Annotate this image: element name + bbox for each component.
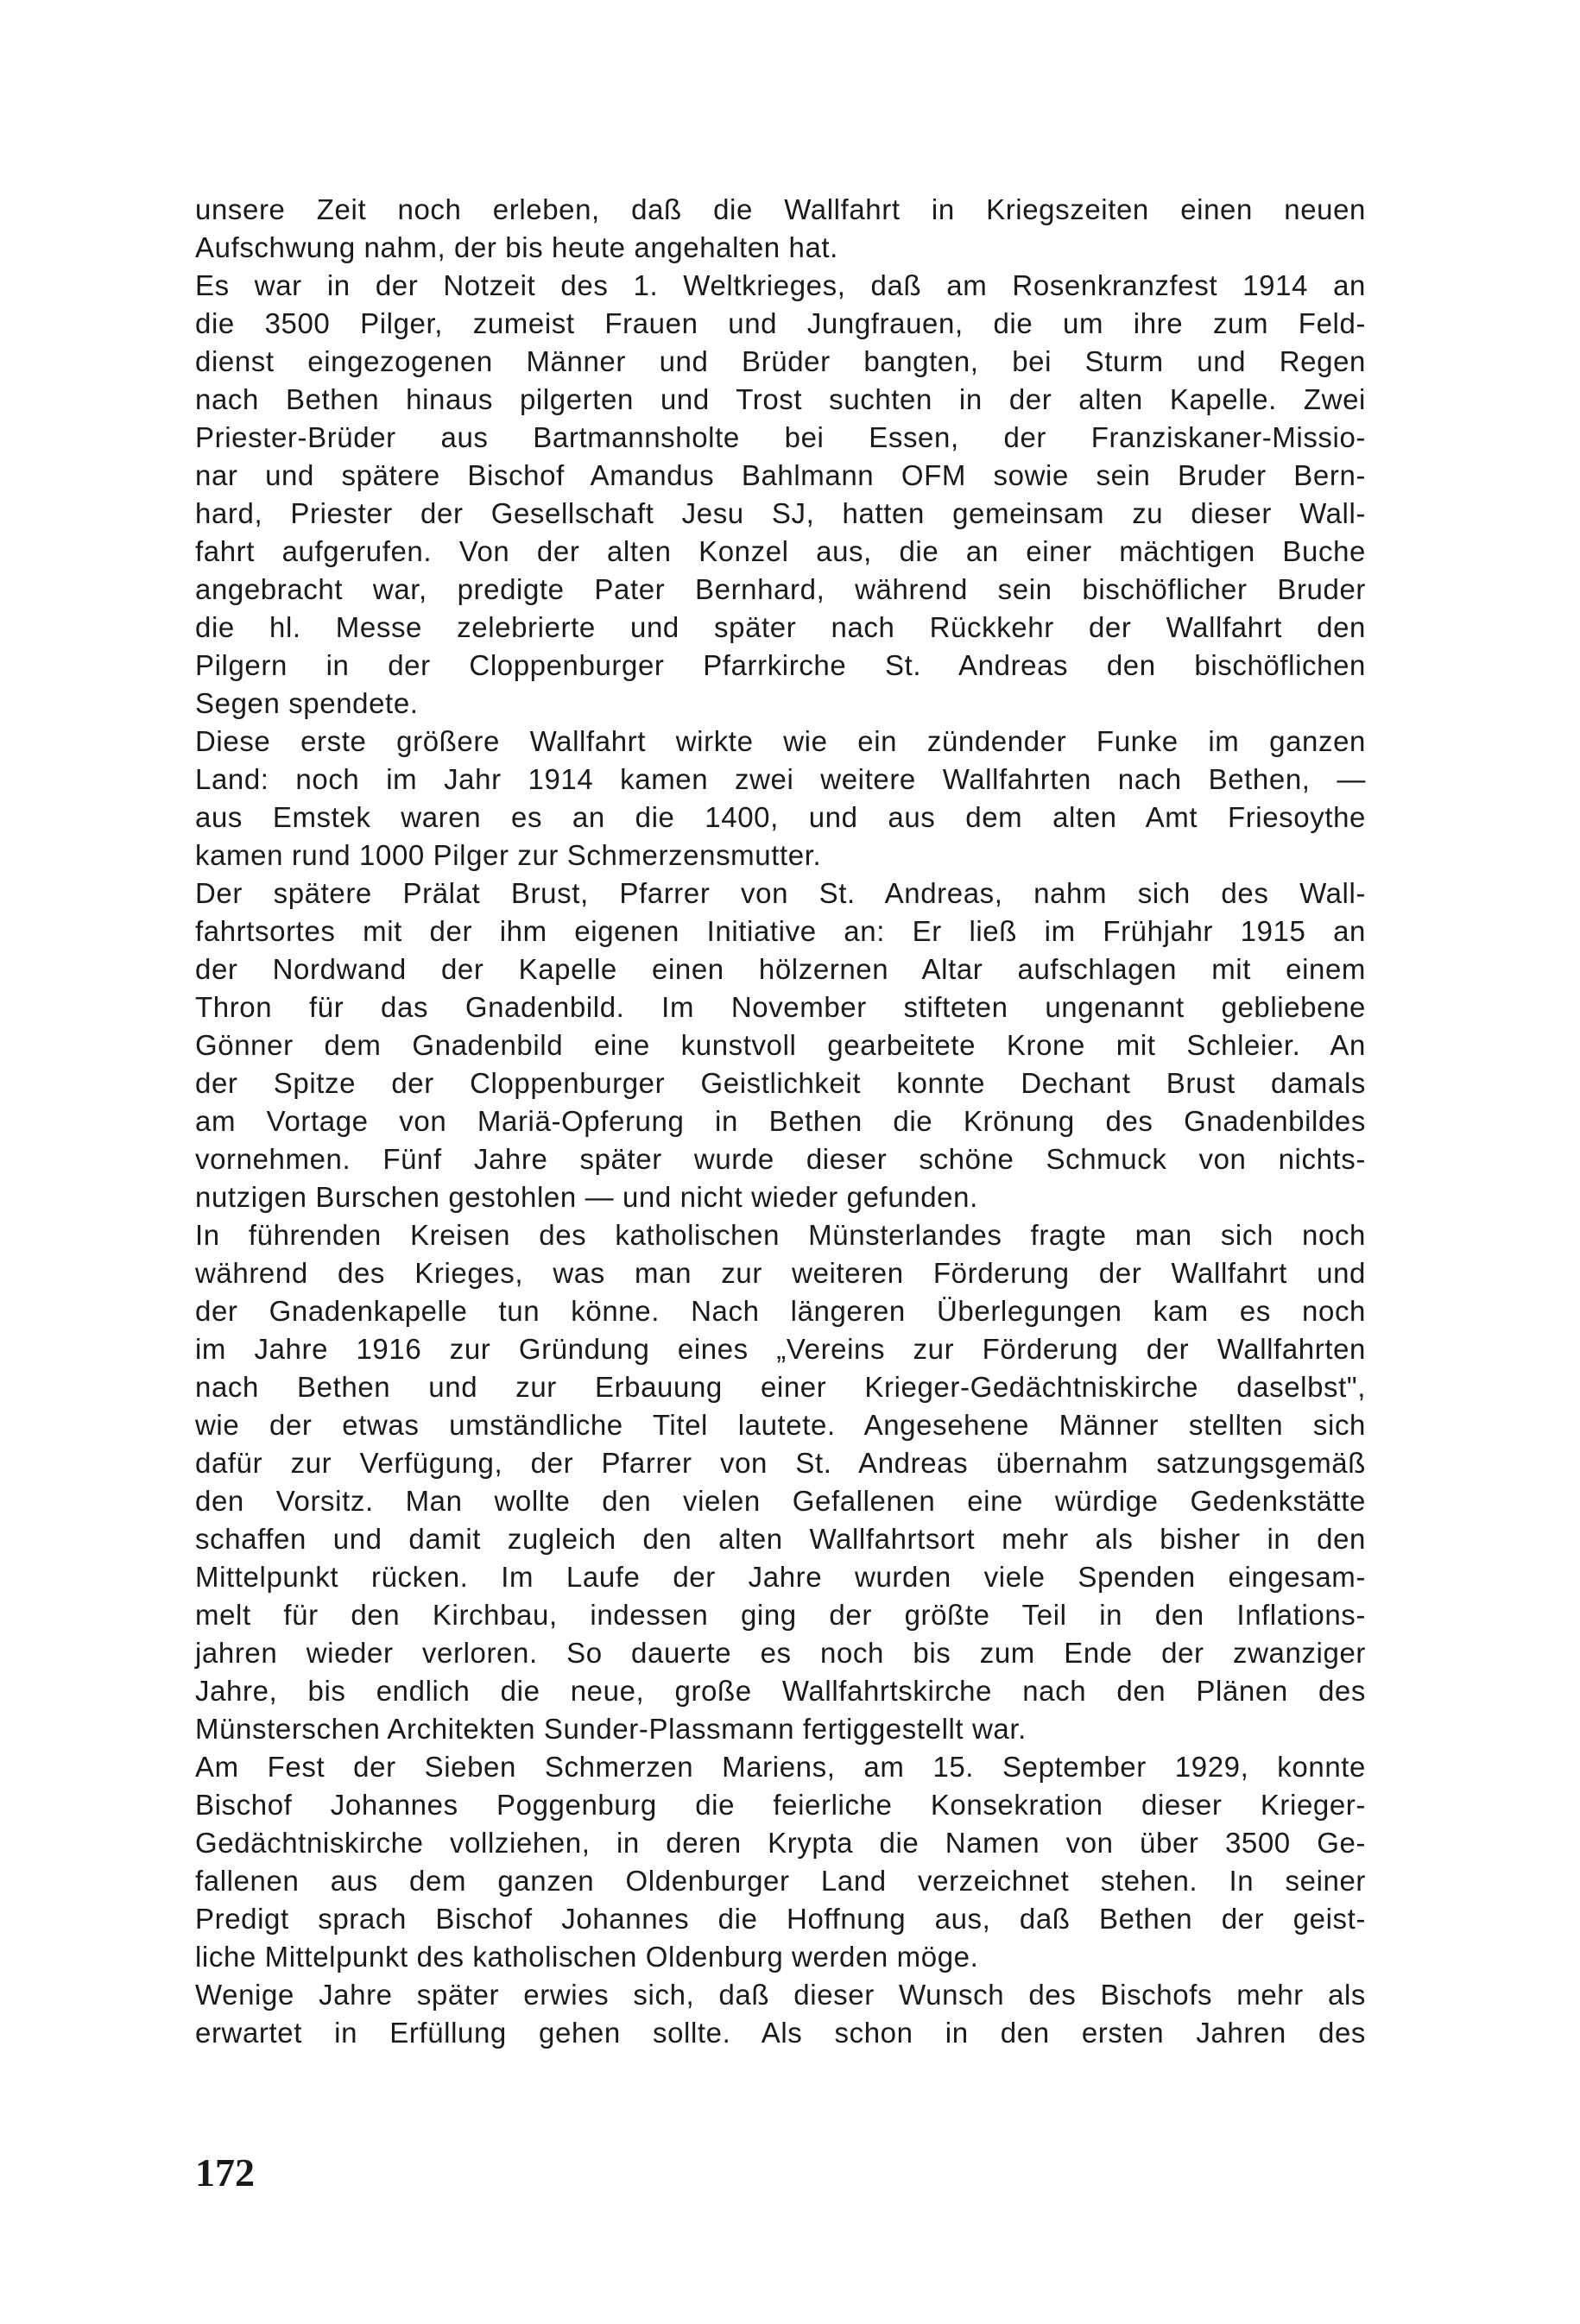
page-number: 172 [195, 2150, 255, 2195]
text-line: Es war in der Notzeit des 1. Weltkrieges, daß am Rosenkranzfest 1914 an [195, 269, 1366, 301]
text-line: die hl. Messe zelebrierte und später nach Rückkehr der Wallfahrt den [195, 611, 1366, 643]
text-line: Aufschwung nahm, der bis heute angehalten hat. [195, 231, 838, 263]
text-line: Gedächtniskirche vollziehen, in deren Krypta die Namen von über 3500 Ge- [195, 1827, 1366, 1859]
paragraph [195, 723, 1366, 875]
text-line: hard, Priester der Gesellschaft Jesu SJ, hatten gemeinsam zu dieser Wall- [195, 497, 1366, 529]
page-body [195, 191, 1366, 2052]
text-line: Der spätere Prälat Brust, Pfarrer von St. Andreas, nahm sich des Wall- [195, 877, 1366, 909]
text-line: wie der etwas umständliche Titel lautete. Angesehene Männer stellten sich [195, 1409, 1366, 1441]
text-line: Wenige Jahre später erwies sich, daß dieser Wunsch des Bischofs mehr als [195, 1979, 1366, 2011]
text-line: fahrt aufgerufen. Von der alten Konzel aus, die an einer mächtigen Buche [195, 535, 1366, 567]
text-line: fahrtsortes mit der ihm eigenen Initiative an: Er ließ im Frühjahr 1915 an [195, 915, 1366, 947]
text-line: im Jahre 1916 zur Gründung eines „Vereins zur Förderung der Wallfahrten [195, 1333, 1366, 1365]
text-line: fallenen aus dem ganzen Oldenburger Land verzeichnet stehen. In seiner [195, 1865, 1366, 1897]
text-line: melt für den Kirchbau, indessen ging der größte Teil in den Inflations- [195, 1599, 1366, 1631]
paragraph [195, 1748, 1366, 1976]
text-line: dafür zur Verfügung, der Pfarrer von St. Andreas übernahm satzungsgemäß [195, 1447, 1366, 1479]
text-line: am Vortage von Mariä-Opferung in Bethen die Krönung des Gnadenbildes [195, 1105, 1366, 1137]
text-line: unsere Zeit noch erleben, daß die Wallfahrt in Kriegszeiten einen neuen [195, 193, 1366, 225]
text-line: Mittelpunkt rücken. Im Laufe der Jahre wurden viele Spenden eingesam- [195, 1561, 1366, 1593]
paragraph [195, 267, 1366, 723]
text-line: Predigt sprach Bischof Johannes die Hoffnung aus, daß Bethen der geist- [195, 1903, 1366, 1935]
text-line: der Gnadenkapelle tun könne. Nach längeren Überlegungen kam es noch [195, 1295, 1366, 1327]
text-line: aus Emstek waren es an die 1400, und aus dem alten Amt Friesoythe [195, 801, 1366, 833]
text-line: nutzigen Burschen gestohlen — und nicht wieder gefunden. [195, 1181, 978, 1213]
text-line: kamen rund 1000 Pilger zur Schmerzensmutter. [195, 839, 822, 871]
text-line: jahren wieder verloren. So dauerte es noch bis zum Ende der zwanziger [195, 1637, 1366, 1669]
paragraph [195, 875, 1366, 1216]
text-line: Am Fest der Sieben Schmerzen Mariens, am 15. September 1929, konnte [195, 1751, 1366, 1783]
paragraph [195, 191, 1366, 267]
text-line: der Spitze der Cloppenburger Geistlichkeit konnte Dechant Brust damals [195, 1067, 1366, 1099]
text-line: nach Bethen hinaus pilgerten und Trost suchten in der alten Kapelle. Zwei [195, 383, 1366, 415]
text-line: nar und spätere Bischof Amandus Bahlmann OFM sowie sein Bruder Bern- [195, 459, 1366, 491]
text-line: während des Krieges, was man zur weiteren Förderung der Wallfahrt und [195, 1257, 1366, 1289]
text-line: Thron für das Gnadenbild. Im November stifteten ungenannt gebliebene [195, 991, 1366, 1023]
text-line: nach Bethen und zur Erbauung einer Krieger-Gedächtniskirche daselbst", [195, 1371, 1366, 1403]
text-line: dienst eingezogenen Männer und Brüder bangten, bei Sturm und Regen [195, 345, 1366, 377]
text-line: Segen spendete. [195, 687, 419, 719]
text-line: Land: noch im Jahr 1914 kamen zwei weitere Wallfahrten nach Bethen, — [195, 763, 1366, 795]
paragraph [195, 1976, 1366, 2052]
text-line: Jahre, bis endlich die neue, große Wallfahrtskirche nach den Plänen des [195, 1675, 1366, 1707]
text-line: erwartet in Erfüllung gehen sollte. Als schon in den ersten Jahren des [195, 2017, 1366, 2049]
text-line: Bischof Johannes Poggenburg die feierliche Konsekration dieser Krieger- [195, 1789, 1366, 1821]
text-line: Münsterschen Architekten Sunder-Plassmann fertiggestellt war. [195, 1713, 1027, 1745]
text-line: angebracht war, predigte Pater Bernhard, während sein bischöflicher Bruder [195, 573, 1366, 605]
text-line: schaffen und damit zugleich den alten Wallfahrtsort mehr als bisher in den [195, 1523, 1366, 1555]
text-line: Diese erste größere Wallfahrt wirkte wie ein zündender Funke im ganzen [195, 725, 1366, 757]
text-line: vornehmen. Fünf Jahre später wurde dieser schöne Schmuck von nichts- [195, 1143, 1366, 1175]
text-line: liche Mittelpunkt des katholischen Oldenburg werden möge. [195, 1941, 979, 1973]
text-line: Gönner dem Gnadenbild eine kunstvoll gearbeitete Krone mit Schleier. An [195, 1029, 1366, 1061]
text-line: die 3500 Pilger, zumeist Frauen und Jungfrauen, die um ihre zum Feld- [195, 307, 1366, 339]
text-line: der Nordwand der Kapelle einen hölzernen Altar aufschlagen mit einem [195, 953, 1366, 985]
text-line: den Vorsitz. Man wollte den vielen Gefallenen eine würdige Gedenkstätte [195, 1485, 1366, 1517]
text-line: Pilgern in der Cloppenburger Pfarrkirche St. Andreas den bischöflichen [195, 649, 1366, 681]
text-line: Priester-Brüder aus Bartmannsholte bei Essen, der Franziskaner-Missio- [195, 421, 1366, 453]
text-line: In führenden Kreisen des katholischen Münsterlandes fragte man sich noch [195, 1219, 1366, 1251]
paragraph [195, 1216, 1366, 1748]
